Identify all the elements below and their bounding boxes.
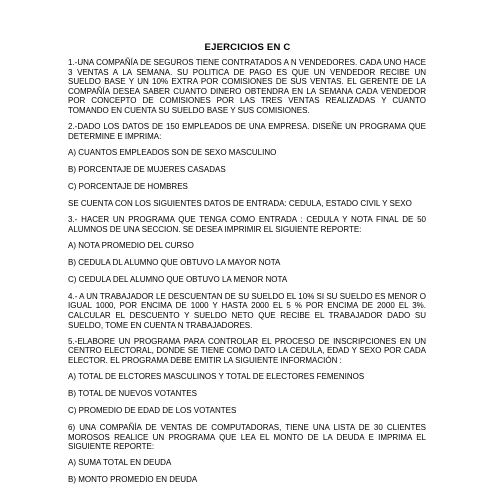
list-item: B) CEDULA DL ALUMNO QUE OBTUVO LA MAYOR NOTA: [68, 257, 281, 267]
paragraph-input-data-note: SE CUENTA CON LOS SIGUIENTES DATOS DE ENTRADA: CEDULA, ESTADO CIVIL Y SEXO: [68, 198, 412, 208]
paragraph-exercise-5: 5.-ELABORE UN PROGRAMA PARA CONTROLAR EL PROCESO DE INSCRIPCIONES EN UN CENTRO ELECTORAL, DONDE SE TIENE COMO DATO LA CEDULA, EDAD Y SEXO POR CADA ELECTOR. EL PROGRAMA DEBE EMITIR LA SIGUIENTE INFORMACIÓN :: [68, 336, 426, 365]
document-body: [68, 58, 426, 492]
list-item: B) TOTAL DE NUEVOS VOTANTES: [68, 389, 197, 399]
paragraph-exercise-2: 2.-DADO LOS DATOS DE 150 EMPLEADOS DE UNA EMPRESA. DISEÑE UN PROGRAMA QUE DETERMINE E IMPRIMA:: [68, 122, 426, 141]
paragraph-exercise-3: 3.- HACER UN PROGRAMA QUE TENGA COMO ENTRADA : CEDULA Y NOTA FINAL DE 50 ALUMNOS DE UNA SECCION. SE DESEA IMPRIMIR EL SIGUIENTE REPORTE:: [68, 215, 426, 234]
paragraph-exercise-6: 6) UNA COMPAÑÍA DE VENTAS DE COMPUTADORAS, TIENE UNA LISTA DE 30 CLIENTES MOROSOS REALICE UN PROGRAMA QUE LEA EL MONTO DE LA DEUDA E IMPRIMA EL SIGUIENTE REPORTE:: [68, 423, 426, 452]
list-item: A) TOTAL DE ELCTORES MASCULINOS Y TOTAL DE ELECTORES FEMENINOS: [68, 372, 365, 382]
paragraph-exercise-1: 1.-UNA COMPAÑÍA DE SEGUROS TIENE CONTRATADOS A N VENDEDORES. CADA UNO HACE 3 VENTAS A LA SEMANA. SU POLITICA DE PAGO ES QUE UN VENDEDOR RECIBE UN SUELDO BASE Y UN 10% EXTRA POR COMISIONES DE SUS VENTAS. EL GERENTE DE LA COMPAÑÍA DESEA SABER CUANTO DINERO OBTENDRA EN LA SEMANA CADA VENDEDOR POR CONCEPTO DE COMISIONES POR LAS TRES VENTAS REALIZADAS Y CUANTO TOMANDO EN CUENTA SU SUELDO BASE Y SUS COMISIONES.: [68, 58, 426, 115]
list-item: B) MONTO PROMEDIO EN DEUDA: [68, 475, 198, 485]
list-item: A) CUANTOS EMPLEADOS SON DE SEXO MASCULINO: [68, 147, 277, 157]
paragraph-exercise-4: 4.- A UN TRABAJADOR LE DESCUENTAN DE SU SUELDO EL 10% SI SU SUELDO ES MENOR O IGUAL 1000, POR ENCIMA DE 1000 Y HASTA 2000 EL 5 % POR ENCIMA DE 2000 EL 3%. CALCULAR EL DESCUENTO Y SUELDO NETO QUE RECIBE EL TRABAJADOR DADO SU SUELDO, TOME EN CUENTA N TRABAJADORES.: [68, 291, 426, 330]
list-item: C) CEDULA DEL ALUMNO QUE OBTUVO LA MENOR NOTA: [68, 274, 288, 284]
list-item: C) PORCENTAJE DE HOMBRES: [68, 181, 188, 191]
document-title: EJERCICIOS EN C: [204, 42, 291, 53]
list-item: C) PROMEDIO DE EDAD DE LOS VOTANTES: [68, 406, 237, 416]
list-item: B) PORCENTAJE DE MUJERES CASADAS: [68, 164, 226, 174]
list-item: A) SUMA TOTAL EN DEUDA: [68, 458, 172, 468]
list-item: A) NOTA PROMEDIO DEL CURSO: [68, 240, 194, 250]
